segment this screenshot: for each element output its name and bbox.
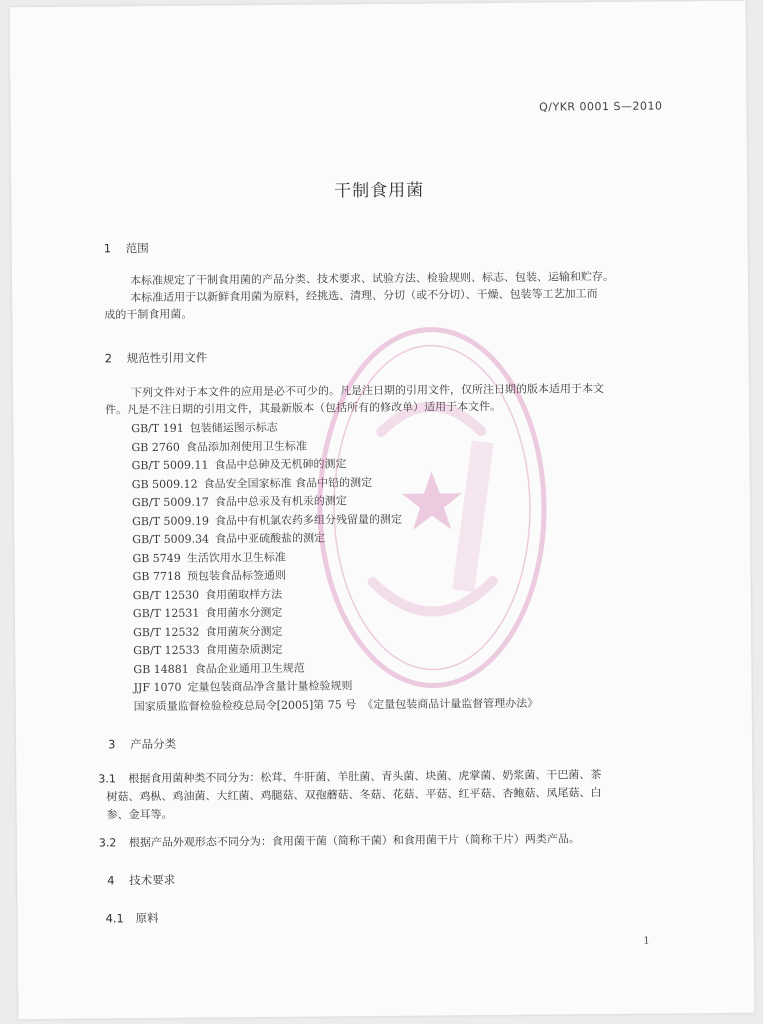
- clause-title: 原料: [135, 910, 159, 926]
- reference-code: GB/T 5009.19: [132, 514, 210, 528]
- section-2-body: [105, 380, 604, 418]
- reference-code: GB/T 12530: [132, 588, 200, 602]
- reference-name: 食品安全国家标准 食品中铅的测定: [203, 475, 373, 491]
- document-number: Q/YKR 0001 S—2010: [539, 99, 663, 114]
- reference-list: [131, 417, 538, 717]
- reference-name: 《定量包装商品计量监督管理办法》: [362, 696, 539, 711]
- reference-code: GB 7718: [132, 569, 182, 584]
- clause-text: 根据食用菌种类不同分为：松茸、牛肝菌、羊肚菌、青头菌、块菌、虎掌菌、奶浆菌、干巴菌、茶: [128, 768, 602, 786]
- reference-name: 食用菌水分测定: [205, 605, 283, 620]
- section-3-heading: [108, 736, 176, 753]
- reference-name: 包装储运图示标志: [189, 420, 278, 435]
- reference-name: 食品中亚硫酸盐的测定: [215, 531, 326, 546]
- clause-number: 4.1: [105, 911, 124, 926]
- clause-text: 根据产品外观形态不同分为：食用菌干菌（简称干菌）和食用菌干片（简称干片）两类产品。: [128, 832, 580, 850]
- paragraph-line: 本标准适用于以新鲜食用菌为原料，经挑选、清理、分切（或不分切）、干燥、包装等工艺加工而: [130, 287, 598, 305]
- clause-line: [99, 830, 580, 852]
- reference-code: GB 14881: [133, 662, 189, 676]
- reference-code: GB 2760: [131, 440, 180, 454]
- reference-name: 食品中总汞及有机汞的测定: [214, 494, 347, 509]
- document-title: 干制食用菌: [334, 180, 425, 202]
- reference-name: 食用菌杂质测定: [205, 642, 283, 657]
- clause-3-2: [99, 830, 580, 852]
- reference-code: GB 5009.12: [131, 477, 198, 491]
- reference-name: 食品中有机氯农药多组分残留量的测定: [214, 512, 403, 527]
- clause-number: 3.2: [98, 836, 117, 850]
- page-number: 1: [643, 935, 650, 947]
- reference-name: 食品企业通用卫生规范: [194, 661, 305, 676]
- section-number: 1: [103, 241, 112, 256]
- paragraph-line: 件。凡是不注日期的引用文件，其最新版本（包括所有的修改单）适用于本文件。: [105, 399, 502, 417]
- clause-4-1-heading: [105, 910, 158, 926]
- reference-name: 生活饮用水卫生标准: [186, 550, 286, 565]
- paragraph-line: 本标准规定了干制食用菌的产品分类、技术要求、试验方法、检验规则、标志、包装、运输和贮存。: [129, 269, 615, 288]
- reference-code: GB/T 12531: [132, 606, 200, 621]
- reference-code: GB/T 191: [131, 421, 184, 436]
- section-title: 技术要求: [129, 872, 176, 888]
- reference-name: 预包装食品标签通则: [186, 568, 286, 583]
- reference-item: [134, 694, 539, 716]
- section-number: 2: [104, 351, 113, 366]
- document-page: [10, 1, 755, 1019]
- reference-name: 定量包装商品净含量计量检验规则: [187, 679, 353, 694]
- reference-code: GB/T 5009.34: [132, 532, 210, 547]
- section-title: 规范性引用文件: [126, 350, 208, 366]
- reference-name: 食品添加剂使用卫生标准: [185, 439, 307, 454]
- reference-code: 国家质量监督检验检疫总局令[2005]第 75 号: [133, 697, 357, 713]
- reference-code: GB/T 12532: [132, 625, 200, 639]
- section-4-heading: [107, 872, 175, 889]
- section-1-body: [104, 268, 614, 323]
- reference-name: 食品中总砷及无机砷的测定: [214, 457, 347, 472]
- clause-number: 3.1: [98, 772, 116, 786]
- section-1-heading: [104, 240, 149, 256]
- reference-code: JJF 1070: [133, 680, 182, 695]
- paragraph-line: 下列文件对于本文件的应用是必不可少的。凡是注日期的引用文件，仅所注日期的版本适用于本文: [130, 382, 605, 400]
- section-number: 4: [107, 873, 115, 888]
- reference-code: GB 5749: [132, 551, 181, 565]
- paragraph-line: 成的干制食用菌。: [104, 307, 193, 322]
- reference-name: 食用菌灰分测定: [205, 624, 283, 639]
- reference-code: GB/T 5009.11: [131, 458, 209, 473]
- clause-line: 参、金耳等。: [106, 807, 173, 822]
- section-title: 范围: [125, 241, 149, 256]
- section-title: 产品分类: [129, 736, 177, 752]
- reference-name: 食用菌取样方法: [205, 587, 283, 602]
- reference-code: GB/T 12533: [133, 643, 200, 658]
- section-number: 3: [107, 737, 116, 752]
- clause-line: 树菇、鸡枞、鸡油菌、大红菌、鸡腿菇、双孢蘑菇、冬菇、花菇、平菇、红平菇、杏鲍菇、凤尾菇、白: [106, 786, 602, 804]
- reference-code: GB/T 5009.17: [131, 495, 209, 510]
- clause-3-1: [98, 766, 601, 824]
- section-2-heading: [105, 350, 208, 367]
